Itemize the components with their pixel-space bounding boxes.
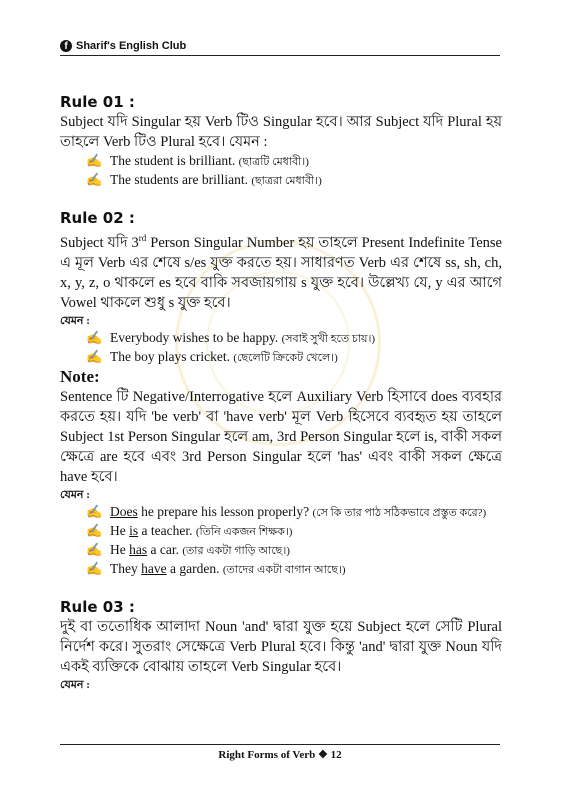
example-english: he prepare his lesson properly?	[137, 503, 310, 519]
facebook-icon: f	[60, 40, 72, 52]
example-subject: They	[110, 560, 142, 576]
example-bangla: (সে কি তার পাঠ সঠিকভাবে প্রস্তুত করে?)	[312, 506, 487, 519]
writing-hand-icon: ✍	[86, 348, 103, 364]
example-english: a car.	[147, 541, 179, 557]
examples-label: যেমন :	[60, 488, 90, 501]
examples-label: যেমন :	[60, 678, 90, 691]
example-english: a teacher.	[138, 522, 193, 538]
underlined-verb: has	[129, 541, 148, 557]
writing-hand-icon: ✍	[86, 329, 103, 345]
example-english: a garden.	[166, 560, 220, 576]
example-english: The student is brilliant.	[110, 153, 236, 168]
example-subject: He	[110, 522, 130, 538]
example-subject: He	[110, 541, 130, 557]
writing-hand-icon: ✍	[86, 503, 103, 519]
rule-02-text-a: Subject যদি 3	[60, 234, 139, 251]
rule-02-sup: rd	[138, 233, 147, 243]
list-item	[86, 541, 502, 560]
rule-01-text: Subject যদি Singular হয় Verb টিও Singular হবে। আর Subject যদি Plural হয় তাহলে Verb টিও Plural হবে। যেমন :	[60, 114, 502, 150]
rule-01-title: Rule 01 :	[60, 93, 135, 111]
example-bangla: (তাদের একটা বাগান আছে।)	[222, 563, 346, 576]
example-bangla: (ছেলেটি ক্রিকেট খেলে।)	[233, 351, 338, 364]
example-english: The boy plays cricket.	[110, 348, 230, 364]
list-item	[86, 329, 502, 348]
writing-hand-icon: ✍	[86, 541, 103, 557]
note-text: Sentence টি Negative/Interrogative হলে Auxiliary Verb হিসাবে does ব্যবহার করতে হয়। যদি 'be verb' বা 'have verb' মূল Verb হিসেবে ব্যবহৃত হয় তাহলে Subject 1st Person Singular হলে am, 3rd Person Singular হলে is, বাকী সকল ক্ষেত্রে are হবে এবং 3rd Person Singular হলে 'has' এবং বাকী সকল ক্ষেত্রে have হবে।	[60, 388, 502, 485]
example-bangla: (তার একটা গাড়ি আছে।)	[182, 544, 290, 557]
example-bangla: (সবাই সুখী হতে চায়।)	[281, 332, 376, 345]
note-title: Note:	[60, 366, 100, 386]
rule-02-text	[60, 228, 502, 313]
rule-02-title: Rule 02 :	[60, 209, 135, 227]
list-item	[86, 503, 502, 522]
writing-hand-icon: ✍	[86, 560, 103, 576]
rule-01-examples	[60, 152, 502, 190]
list-item	[86, 152, 502, 171]
rule-02-examples	[60, 329, 502, 367]
note-examples	[60, 503, 502, 579]
example-english: The students are brilliant.	[110, 172, 248, 187]
writing-hand-icon: ✍	[86, 522, 103, 538]
page-footer: Right Forms of Verb ❖ 12	[60, 744, 500, 761]
list-item	[86, 348, 502, 367]
example-english: Everybody wishes to be happy.	[110, 329, 279, 345]
rule-03-text: দুই বা ততোধিক আলাদা Noun 'and' দ্বারা যুক্ত হয়ে Subject হলে সেটি Plural নির্দেশ করে। সুতরাং সেক্ষেত্রে Verb Plural হবে। কিন্তু 'and' দ্বারা যুক্ত Noun যদি একই ব্যক্তিকে বোঝায় তাহলে Verb Singular হবে।	[60, 618, 502, 675]
example-bangla: (তিনি একজন শিক্ষক।)	[195, 525, 293, 538]
underlined-verb: is	[129, 522, 139, 538]
examples-label: যেমন :	[60, 314, 90, 327]
writing-hand-icon: ✍	[86, 153, 103, 168]
underlined-verb: Does	[110, 503, 138, 519]
list-item	[86, 171, 502, 190]
example-bangla: (ছাত্ররা মেধাবী।)	[251, 175, 322, 187]
rule-02-text-b: Person Singular Number হয় তাহলে Present Indefinite Tense এ মূল Verb এর শেষে s/es যুক্ত করতে হয়। সাধারণত Verb এর শেষে ss, sh, ch, x, y, z, o থাকলে es হবে বাকি সবজায়গায় s যুক্ত হবে। উল্লেখ্য যে, y এর আগে Vowel থাকলে শুধু s যুক্ত হবে।	[60, 234, 502, 311]
page-header	[60, 37, 500, 56]
example-bangla: (ছাত্রটি মেধাবী।)	[238, 156, 309, 168]
rule-03-title: Rule 03 :	[60, 597, 135, 616]
writing-hand-icon: ✍	[86, 172, 103, 187]
underlined-verb: have	[141, 560, 167, 576]
list-item	[86, 560, 502, 579]
page-content	[60, 92, 502, 693]
list-item	[86, 522, 502, 541]
header-title: Sharif's English Club	[76, 40, 187, 52]
